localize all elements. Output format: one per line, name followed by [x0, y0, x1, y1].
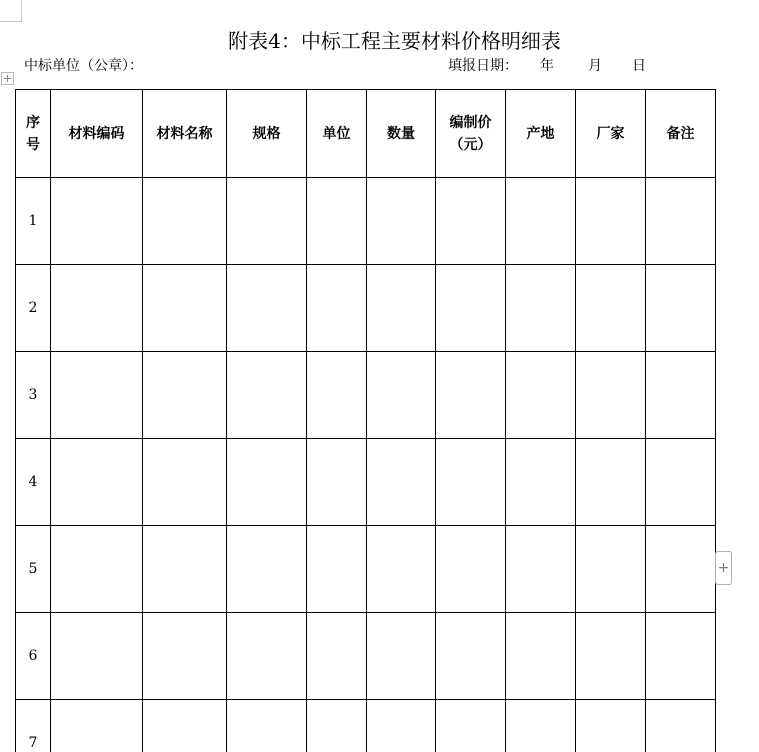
table-move-handle-icon[interactable]: [1, 72, 14, 85]
price-cell[interactable]: [436, 178, 506, 265]
origin-cell[interactable]: [506, 613, 576, 700]
price-cell[interactable]: [436, 613, 506, 700]
remarks-cell[interactable]: [646, 526, 716, 613]
quantity-cell[interactable]: [367, 439, 436, 526]
price-cell[interactable]: [436, 265, 506, 352]
fill-date: [448, 56, 646, 76]
header-unit[interactable]: 单位: [307, 90, 367, 178]
header-material-code[interactable]: 材料编码: [51, 90, 143, 178]
material-name-cell[interactable]: [143, 613, 227, 700]
quantity-cell[interactable]: [367, 700, 436, 752]
header-remarks[interactable]: 备注: [646, 90, 716, 178]
table-row: [16, 526, 716, 613]
remarks-cell[interactable]: [646, 700, 716, 752]
add-column-button[interactable]: +: [715, 551, 732, 585]
remarks-cell[interactable]: [646, 613, 716, 700]
material-code-cell[interactable]: [51, 613, 143, 700]
row-seq-cell[interactable]: 3: [16, 352, 51, 439]
table-row: [16, 439, 716, 526]
row-seq-cell[interactable]: 4: [16, 439, 51, 526]
table-header-row: [16, 90, 716, 178]
row-seq-cell[interactable]: 6: [16, 613, 51, 700]
quantity-cell[interactable]: [367, 265, 436, 352]
unit-cell[interactable]: [307, 613, 367, 700]
table-row: [16, 700, 716, 752]
spec-cell[interactable]: [227, 439, 307, 526]
material-name-cell[interactable]: [143, 439, 227, 526]
date-day-label: 日: [632, 58, 646, 74]
manufacturer-cell[interactable]: [576, 352, 646, 439]
remarks-cell[interactable]: [646, 352, 716, 439]
manufacturer-cell[interactable]: [576, 265, 646, 352]
header-material-name[interactable]: 材料名称: [143, 90, 227, 178]
origin-cell[interactable]: [506, 352, 576, 439]
manufacturer-cell[interactable]: [576, 178, 646, 265]
date-month-label: 月: [588, 58, 602, 74]
spec-cell[interactable]: [227, 700, 307, 752]
spec-cell[interactable]: [227, 265, 307, 352]
material-code-cell[interactable]: [51, 265, 143, 352]
origin-cell[interactable]: [506, 526, 576, 613]
material-code-cell[interactable]: [51, 526, 143, 613]
remarks-cell[interactable]: [646, 439, 716, 526]
price-cell[interactable]: [436, 526, 506, 613]
material-name-cell[interactable]: [143, 700, 227, 752]
header-seq-line1: 序: [26, 114, 40, 131]
spec-cell[interactable]: [227, 526, 307, 613]
header-price-line2: （元）: [449, 136, 492, 153]
header-price-line1: 编制价: [449, 114, 492, 131]
header-price[interactable]: [436, 90, 506, 178]
manufacturer-cell[interactable]: [576, 613, 646, 700]
spec-cell[interactable]: [227, 352, 307, 439]
origin-cell[interactable]: [506, 178, 576, 265]
header-quantity[interactable]: 数量: [367, 90, 436, 178]
row-seq-cell[interactable]: 7: [16, 700, 51, 752]
unit-cell[interactable]: [307, 265, 367, 352]
table-row: [16, 265, 716, 352]
material-code-cell[interactable]: [51, 439, 143, 526]
quantity-cell[interactable]: [367, 613, 436, 700]
manufacturer-cell[interactable]: [576, 439, 646, 526]
page-margin-marker: [0, 0, 22, 22]
page-title: 附表4：中标工程主要材料价格明细表: [228, 29, 561, 53]
table-row: [16, 178, 716, 265]
unit-cell[interactable]: [307, 178, 367, 265]
price-cell[interactable]: [436, 439, 506, 526]
origin-cell[interactable]: [506, 439, 576, 526]
unit-cell[interactable]: [307, 700, 367, 752]
price-cell[interactable]: [436, 352, 506, 439]
spec-cell[interactable]: [227, 178, 307, 265]
date-year-label: 年: [540, 58, 554, 74]
material-name-cell[interactable]: [143, 352, 227, 439]
material-price-table: [15, 89, 716, 752]
row-seq-cell[interactable]: 1: [16, 178, 51, 265]
remarks-cell[interactable]: [646, 265, 716, 352]
price-cell[interactable]: [436, 700, 506, 752]
material-code-cell[interactable]: [51, 700, 143, 752]
material-code-cell[interactable]: [51, 178, 143, 265]
fill-date-label: 填报日期：: [448, 58, 518, 74]
header-seq-line2: 号: [26, 136, 40, 153]
header-manufacturer[interactable]: 厂家: [576, 90, 646, 178]
table-row: [16, 613, 716, 700]
material-code-cell[interactable]: [51, 352, 143, 439]
manufacturer-cell[interactable]: [576, 526, 646, 613]
origin-cell[interactable]: [506, 700, 576, 752]
row-seq-cell[interactable]: 5: [16, 526, 51, 613]
quantity-cell[interactable]: [367, 178, 436, 265]
origin-cell[interactable]: [506, 265, 576, 352]
quantity-cell[interactable]: [367, 526, 436, 613]
unit-cell[interactable]: [307, 526, 367, 613]
spec-cell[interactable]: [227, 613, 307, 700]
row-seq-cell[interactable]: 2: [16, 265, 51, 352]
header-seq[interactable]: [16, 90, 51, 178]
material-name-cell[interactable]: [143, 526, 227, 613]
quantity-cell[interactable]: [367, 352, 436, 439]
unit-cell[interactable]: [307, 439, 367, 526]
header-origin[interactable]: 产地: [506, 90, 576, 178]
material-name-cell[interactable]: [143, 265, 227, 352]
manufacturer-cell[interactable]: [576, 700, 646, 752]
table-row: [16, 352, 716, 439]
material-name-cell[interactable]: [143, 178, 227, 265]
remarks-cell[interactable]: [646, 178, 716, 265]
bidder-label: 中标单位（公章）：: [24, 58, 143, 74]
header-spec[interactable]: 规格: [227, 90, 307, 178]
unit-cell[interactable]: [307, 352, 367, 439]
